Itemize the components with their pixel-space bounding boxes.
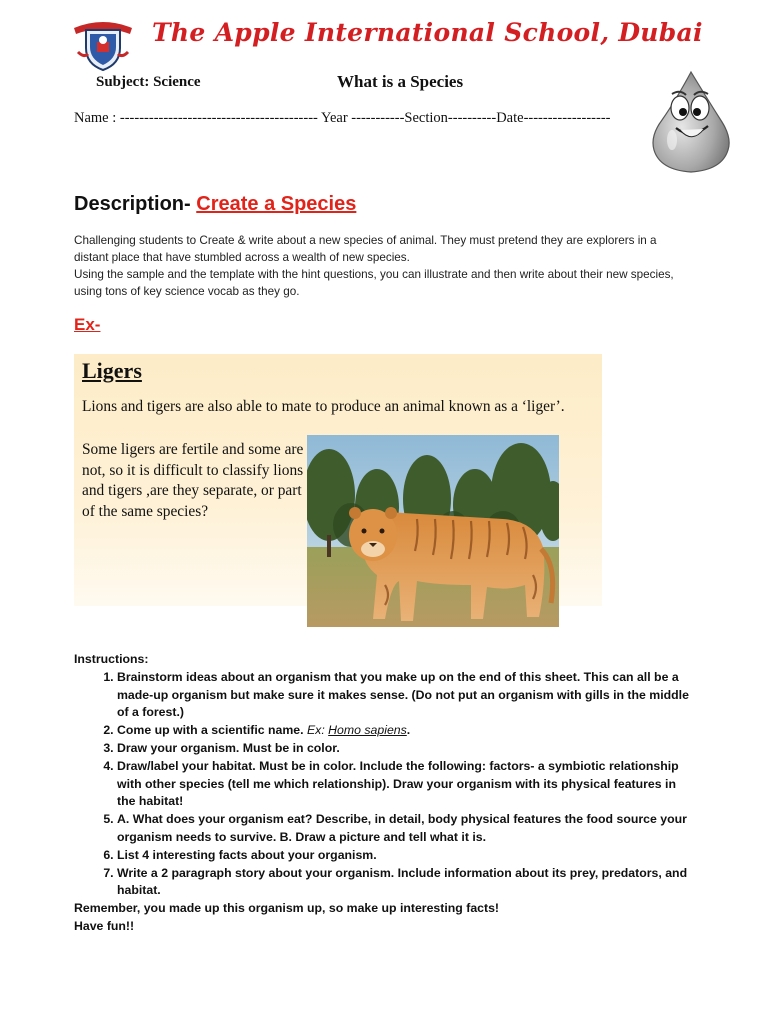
instruction-item: 3. Draw your organism. Must be in color. xyxy=(117,740,694,758)
instruction-item: 7. Write a 2 paragraph story about your organism. Include information about its prey, predators, and habitat. xyxy=(117,865,694,901)
liger-photo xyxy=(307,435,559,627)
worksheet-title: What is a Species xyxy=(337,72,464,91)
instruction-item: 1. Brainstorm ideas about an organism that you make up on the end of this sheet. This can all be a made-up organism but make sure it makes sense. (Do not put an organism with gills in the middle of a forest.) xyxy=(117,669,694,722)
subject-label: Subject: Science xyxy=(96,74,201,90)
instruction-text: Come up with a scientific name. xyxy=(117,723,307,738)
school-crest-icon xyxy=(72,14,134,72)
description-text xyxy=(74,232,686,300)
example-suffix: . xyxy=(406,723,411,738)
description-label: Description- xyxy=(74,193,191,215)
water-drop-mascot-icon xyxy=(650,70,732,174)
example-scientific-name: Homo sapiens xyxy=(328,723,407,738)
instructions-heading: Instructions: xyxy=(74,652,149,666)
description-heading xyxy=(74,193,356,216)
name-year-section-date-line: Name : ----------------------------------------- Year -----------Section----------Date------------------ xyxy=(74,110,611,126)
example-body-text: Some ligers are fertile and some are not, so it is difficult to classify lions and tigers ,are they separate, or part of the same species? xyxy=(82,441,304,520)
example-prefix: Ex: xyxy=(306,723,325,738)
school-name: The Apple International School, Dubai xyxy=(152,18,703,47)
scientific-name-example xyxy=(307,723,407,737)
instructions-list xyxy=(74,669,694,900)
instruction-item: 5. A. What does your organism eat? Describe, in detail, body physical features the food source your organism needs to survive. B. Draw a picture and tell what it is. xyxy=(117,811,694,847)
example-label: Ex- xyxy=(74,315,101,334)
instruction-item xyxy=(117,722,694,740)
instruction-item: 6. List 4 interesting facts about your organism. xyxy=(117,847,694,865)
instructions-section xyxy=(74,651,694,936)
description-paragraph: Challenging students to Create & write about a new species of animal. They must pretend they are explorers in a distant place that have stumbled across a wealth of new species. xyxy=(74,234,657,264)
closing-note: Have fun!! xyxy=(74,918,135,933)
example-title: Ligers xyxy=(82,358,142,383)
description-paragraph: Using the sample and the template with the hint questions, you can illustrate and then write about their new species, using tons of key science vocab as they go. xyxy=(74,268,674,298)
example-lead-text: Lions and tigers are also able to mate to produce an animal known as a ‘liger’. xyxy=(82,398,565,415)
closing-note: Remember, you made up this organism up, so make up interesting facts! xyxy=(74,901,500,916)
create-a-species-link[interactable]: Create a Species xyxy=(196,193,357,215)
instruction-item: 4. Draw/label your habitat. Must be in color. Include the following: factors- a symbiotic relationship with other species (tell me which relationship). Draw your organism with its physical features in the habitat! xyxy=(117,758,694,811)
